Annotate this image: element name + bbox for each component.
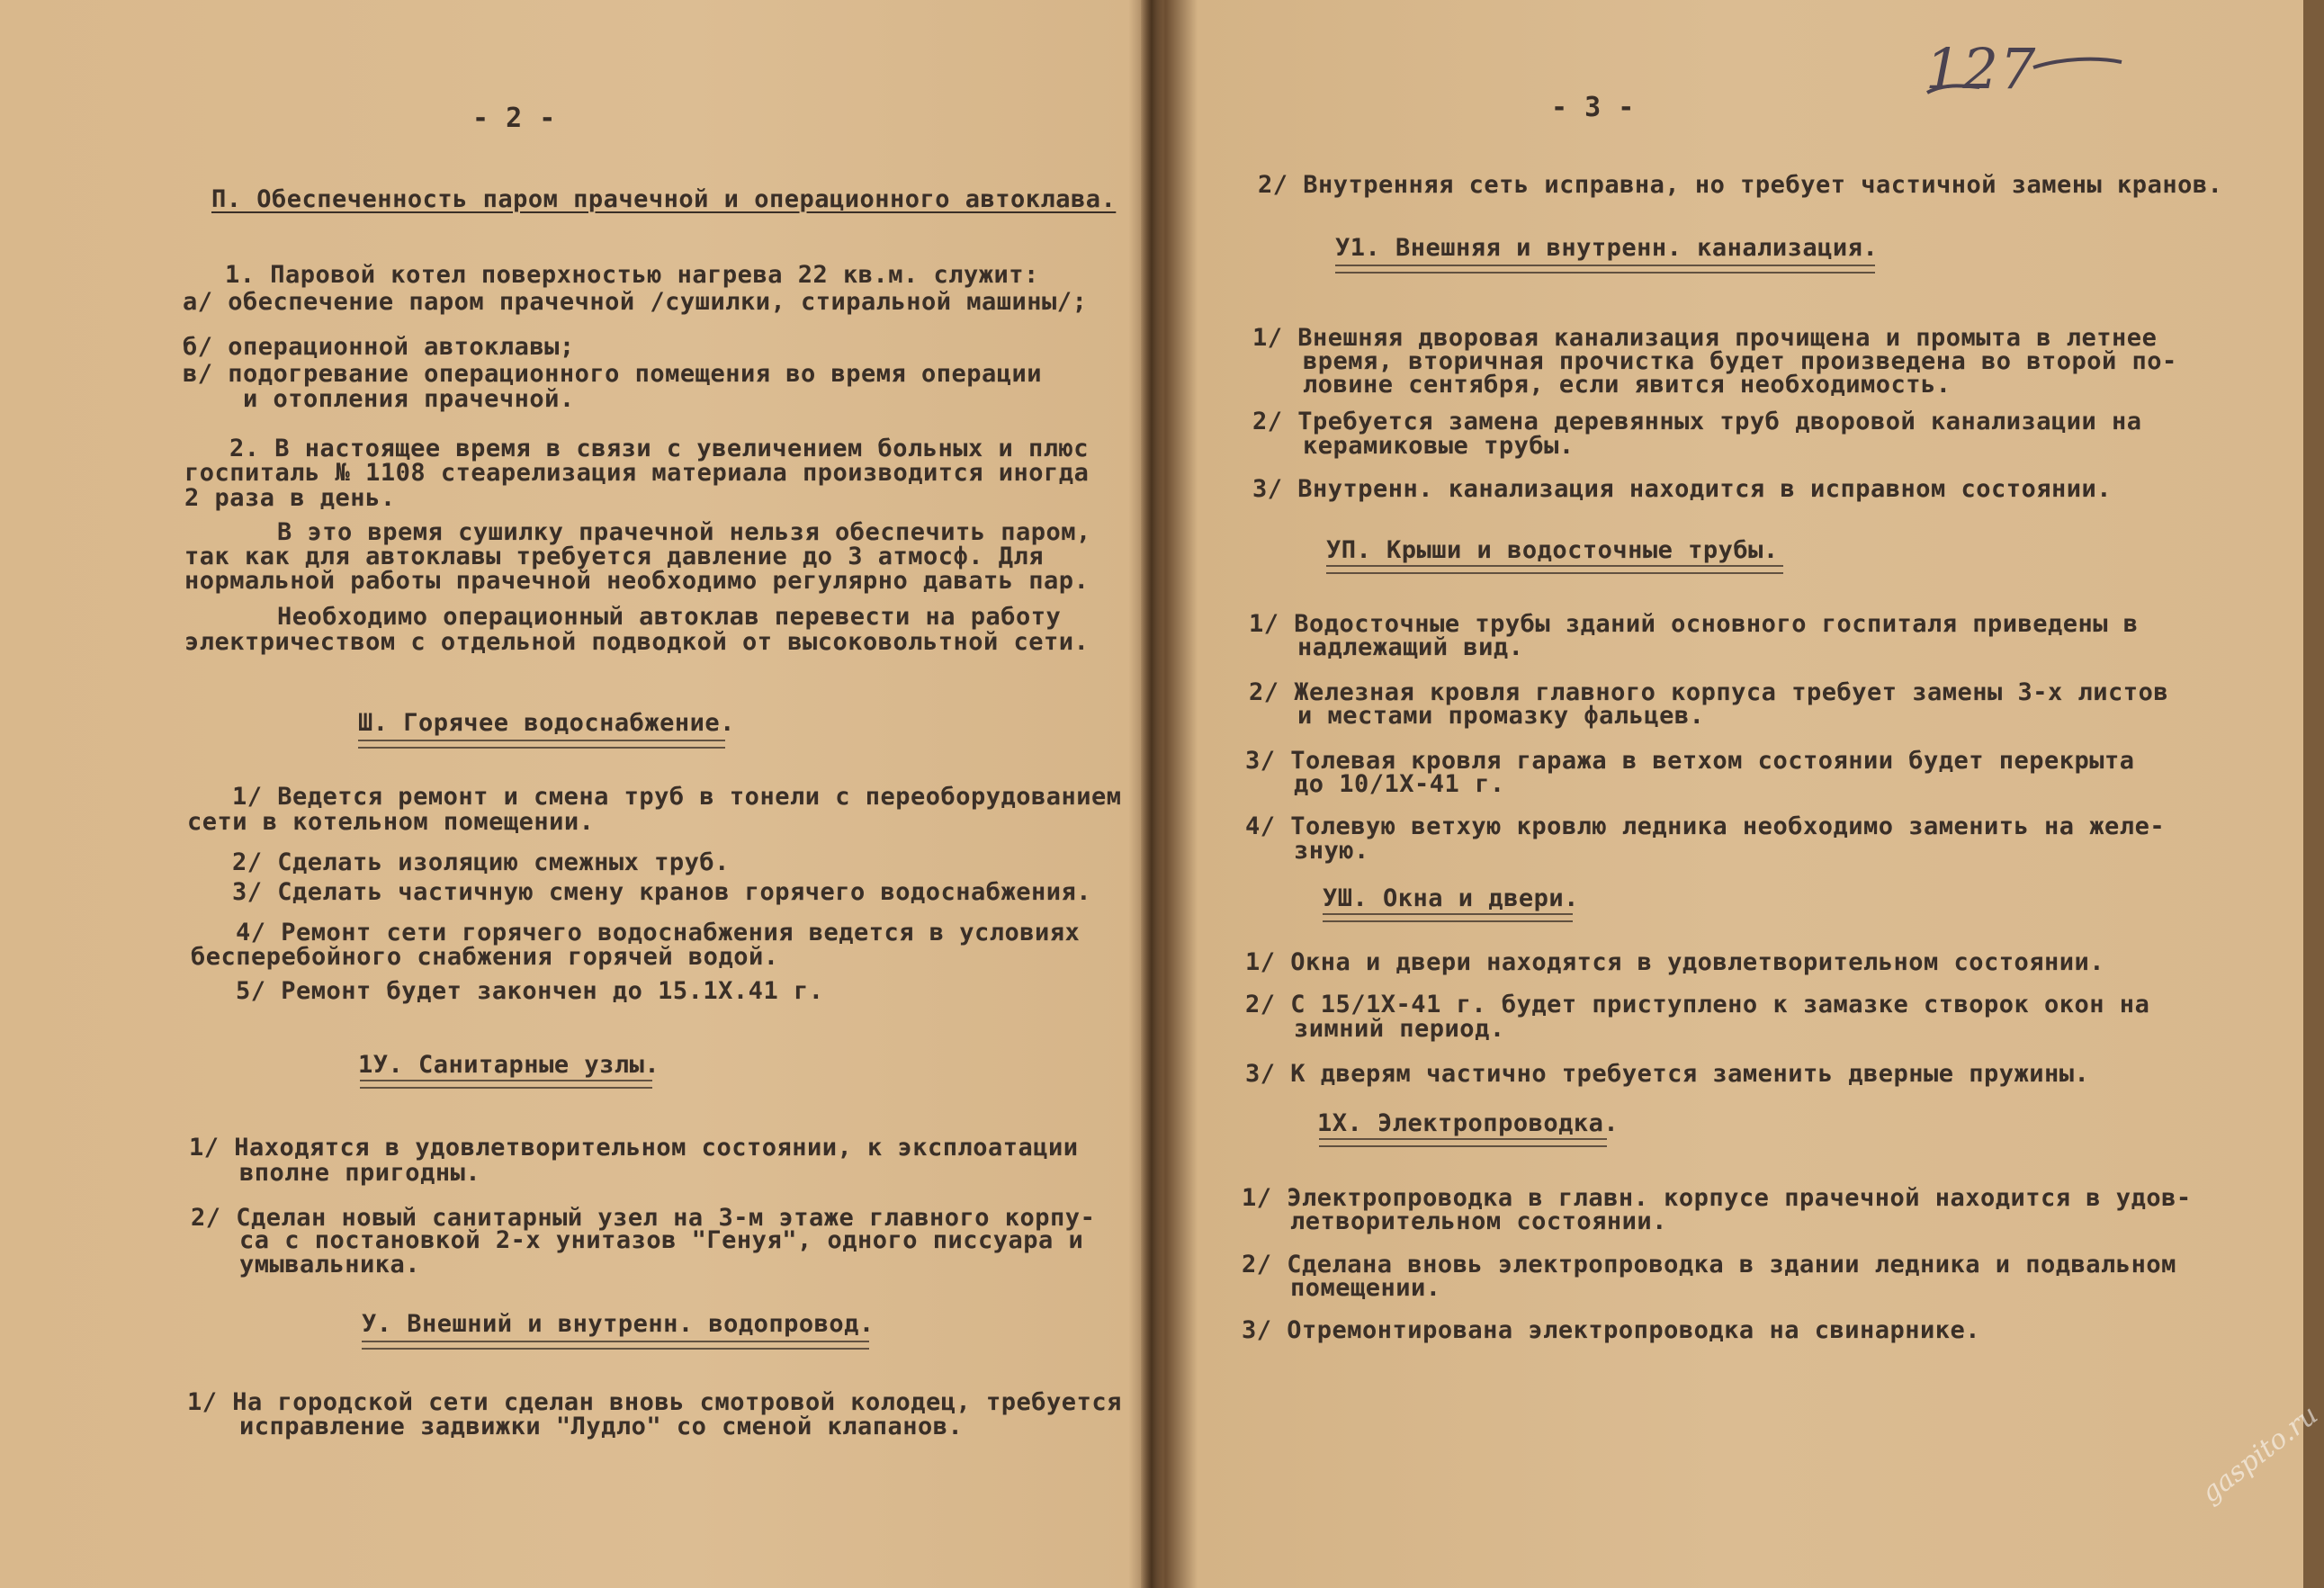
section-heading: 1Х. Электропроводка. (1317, 1109, 1620, 1137)
text-line: 1. Паровой котел поверхностью нагрева 22 кв.м. служит: (225, 261, 1039, 289)
section-heading: П. Обеспеченность паром прачечной и операционного автоклава. (211, 185, 1117, 213)
text-line: 1/ Находятся в удовлетворительном состоянии, к эксплоатации (189, 1134, 1079, 1162)
text-line: и местами промазку фальцев. (1297, 702, 1705, 730)
text-line: 1/ Внешняя дворовая канализация прочищена и промыта в летнее (1252, 324, 2158, 352)
text-line: Необходимо операционный автоклав перевести на работу (277, 603, 1062, 631)
page-number: - 2 - (472, 103, 556, 134)
text-line: сети в котельном помещении. (187, 808, 595, 836)
text-line: 3/ Внутренн. канализация находится в исправном состоянии. (1252, 475, 2113, 503)
section-heading: УП. Крыши и водосточные трубы. (1326, 536, 1779, 564)
double-underline (358, 740, 725, 749)
text-line: 2/ Железная кровля главного корпуса требует замены 3-х листов (1249, 678, 2169, 706)
text-line: 1/ Ведется ремонт и смена труб в тонели с переоборудованием (232, 783, 1122, 811)
text-line: вполне пригодны. (239, 1159, 481, 1187)
text-line: ловине сентября, если явится необходимость. (1303, 371, 1952, 399)
text-line: 2/ Внутренняя сеть исправна, но требует частичной замены кранов. (1258, 171, 2223, 199)
section-heading: 1У. Санитарные узлы. (358, 1051, 660, 1079)
text-line: до 10/1Х-41 г. (1294, 770, 1505, 798)
text-line: госпиталь № 1108 стеарелизация материала производится иногда (184, 459, 1090, 487)
left-page (0, 0, 1141, 1588)
text-line: 5/ Ремонт будет закончен до 15.1Х.41 г. (236, 977, 824, 1005)
text-line: электричеством с отдельной подводкой от высоковольтной сети. (184, 628, 1090, 656)
text-line: а/ обеспечение паром прачечной /сушилки, стиральной машины/; (183, 288, 1088, 316)
text-line: умывальника. (239, 1251, 421, 1278)
text-line: 1/ На городской сети сделан вновь смотровой колодец, требуется (187, 1388, 1122, 1416)
text-line: 2/ Сделан новый санитарный узел на 3-м этаже главного корпу- (191, 1204, 1096, 1232)
text-line: и отопления прачечной. (243, 385, 575, 413)
double-underline (362, 1341, 869, 1350)
text-line: 2. В настоящее время в связи с увеличением больных и плюс (229, 435, 1090, 462)
text-line: б/ операционной автоклавы; (183, 333, 575, 361)
handwritten-page-number: 127 (1925, 36, 2038, 102)
text-line: В это время сушилку прачечной нельзя обеспечить паром, (277, 518, 1091, 546)
text-line: надлежащий вид. (1297, 633, 1524, 661)
text-line: 1/ Водосточные трубы зданий основного госпиталя приведены в (1249, 610, 2139, 638)
text-line: са с постановкой 2-х унитазов "Генуя", одного писсуара и (239, 1226, 1084, 1254)
section-heading: УШ. Окна и двери. (1323, 884, 1579, 912)
text-line: 4/ Толевую ветхую кровлю ледника необходимо заменить на желе- (1245, 812, 2166, 840)
text-line: 1/ Окна и двери находятся в удовлетворительном состоянии. (1245, 948, 2105, 976)
text-line: 2/ Требуется замена деревянных труб дворовой канализации на (1252, 408, 2142, 435)
text-line: зную. (1294, 837, 1369, 865)
text-line: 1/ Электропроводка в главн. корпусе прачечной находится в удов- (1242, 1184, 2192, 1212)
text-line: 3/ Отремонтирована электропроводка на свинарнике. (1242, 1316, 1981, 1344)
text-line: нормальной работы прачечной необходимо регулярно давать пар. (184, 567, 1090, 595)
double-underline (1319, 1138, 1607, 1147)
double-underline (1335, 265, 1875, 274)
text-line: исправление задвижки "Лудло" со сменой клапанов. (239, 1413, 964, 1440)
page-number: - 3 - (1551, 92, 1635, 123)
text-line: зимний период. (1294, 1015, 1505, 1043)
double-underline (1326, 565, 1783, 574)
text-line: 3/ Сделать частичную смену кранов горячего водоснабжения. (232, 878, 1092, 906)
book-fold (1141, 0, 1162, 1588)
text-line: время, вторичная прочистка будет произведена во второй по- (1303, 347, 2177, 375)
text-line: помещении. (1290, 1274, 1441, 1302)
text-line: 2/ Сделана вновь электропроводка в здании ледника и подвальном (1242, 1251, 2176, 1278)
section-heading: Ш. Горячее водоснабжение. (358, 709, 735, 737)
text-line: бесперебойного снабжения горячей водой. (191, 943, 779, 971)
section-heading: У. Внешний и внутренн. водопровод. (362, 1310, 875, 1338)
text-line: так как для автоклавы требуется давление до 3 атмосф. Для (184, 543, 1045, 570)
right-page (1162, 0, 2303, 1588)
double-underline (1323, 913, 1573, 922)
text-line: в/ подогревание операционного помещения во время операции (183, 360, 1043, 388)
text-line: 2/ Сделать изоляцию смежных труб. (232, 848, 730, 876)
text-line: 4/ Ремонт сети горячего водоснабжения ведется в условиях (236, 919, 1081, 947)
text-line: 2/ С 15/1Х-41 г. будет приступлено к замазке створок окон на (1245, 991, 2150, 1018)
text-line: 2 раза в день. (184, 484, 396, 512)
text-line: 3/ Толевая кровля гаража в ветхом состоянии будет перекрыта (1245, 747, 2135, 775)
watermark: gaspito.ru (2195, 1399, 2324, 1510)
text-line: летворительном состоянии. (1290, 1207, 1667, 1235)
double-underline (360, 1080, 652, 1089)
section-heading: У1. Внешняя и внутренн. канализация. (1335, 234, 1879, 262)
text-line: 3/ К дверям частично требуется заменить дверные пружины. (1245, 1060, 2090, 1088)
text-line: керамиковые трубы. (1303, 432, 1575, 460)
